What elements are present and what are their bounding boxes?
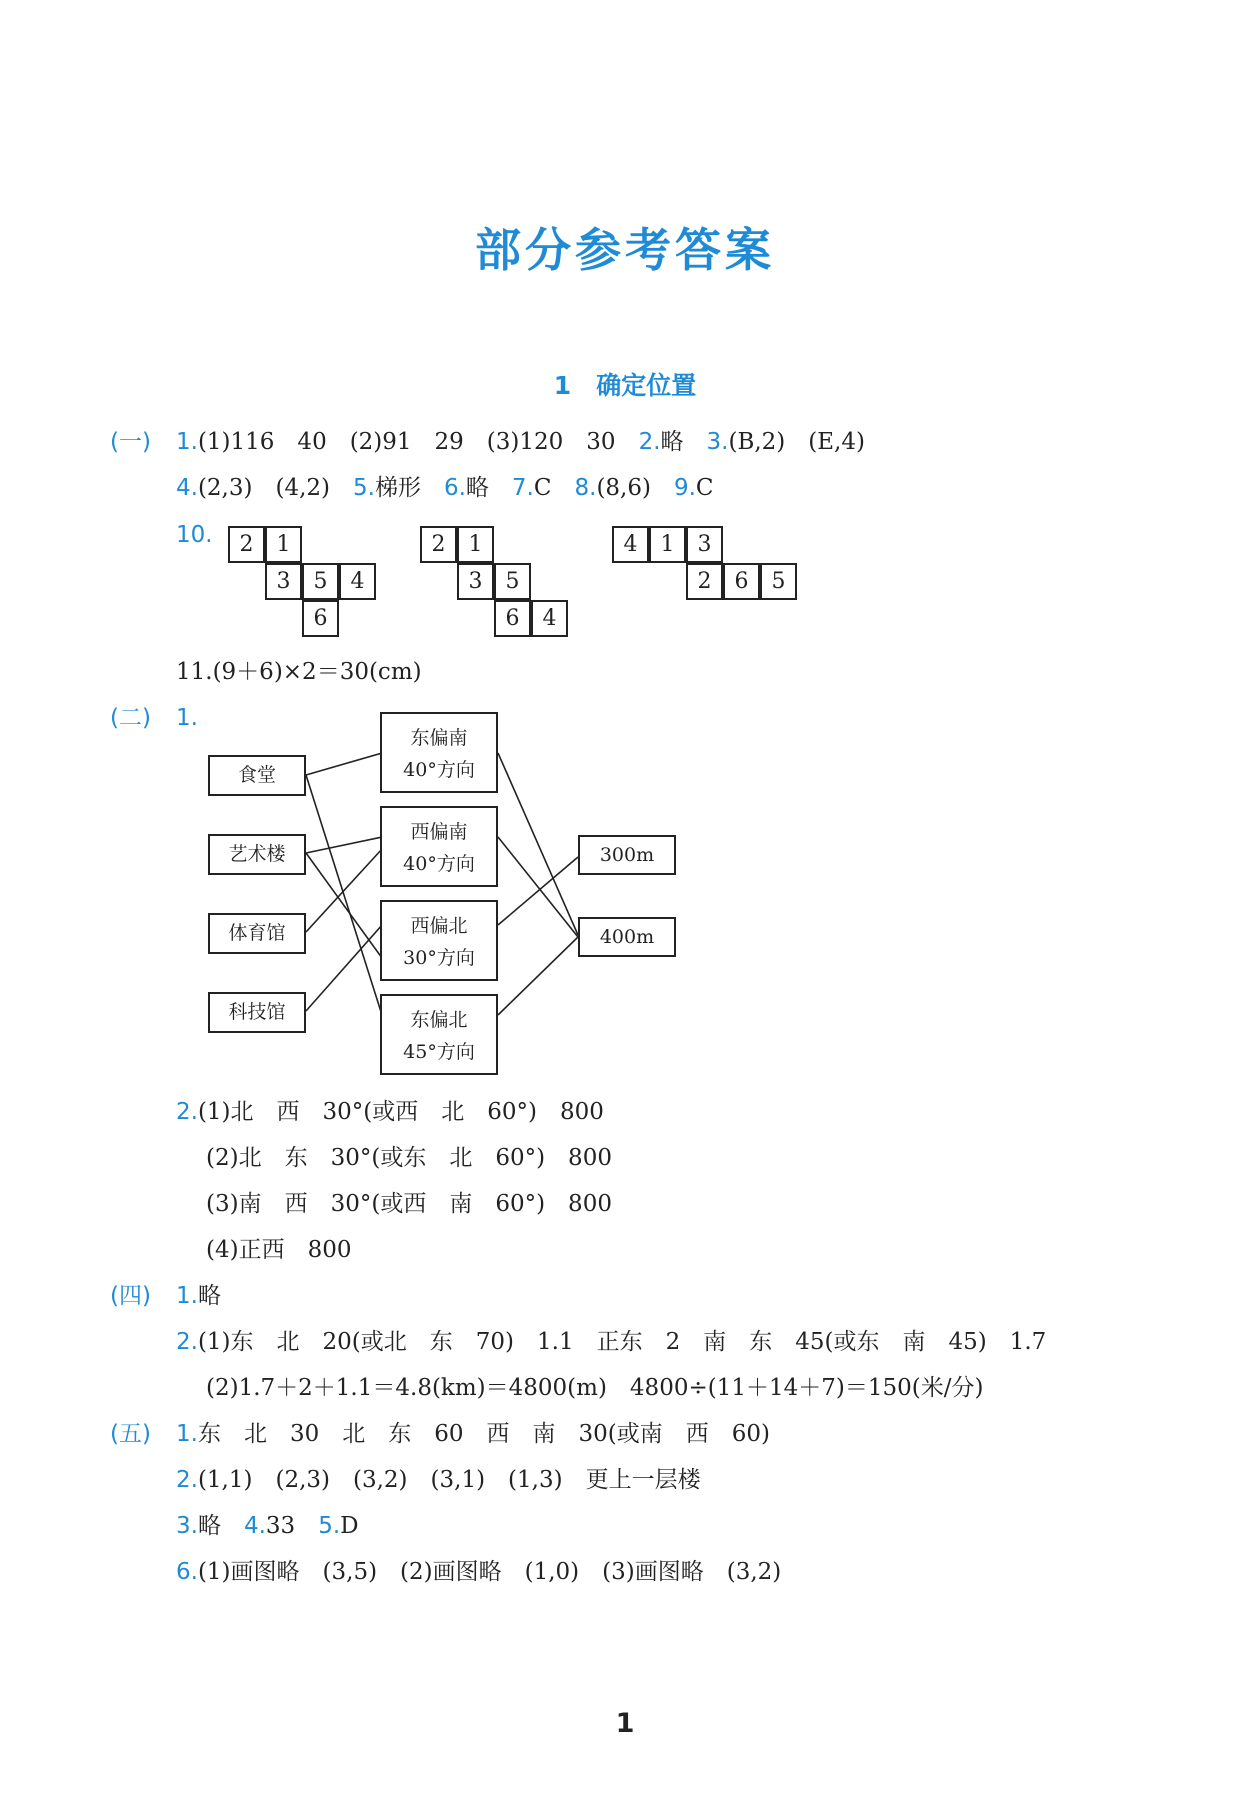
q-number: 2.	[176, 1329, 198, 1355]
q-number: 1.	[176, 1421, 198, 1447]
net-cell: 2	[686, 563, 723, 600]
q-number: 5.	[318, 1513, 341, 1539]
answer-text: (8,6)	[596, 475, 651, 501]
q-number: 1.	[176, 429, 198, 455]
q-number: 6.	[176, 1559, 198, 1585]
answer-text: C	[533, 475, 552, 501]
answer-line	[176, 1281, 221, 1311]
net-cell: 6	[494, 600, 531, 637]
net-cell: 4	[531, 600, 568, 637]
answer-line	[176, 1511, 359, 1541]
direction-angle: 30°方向	[403, 947, 475, 969]
net-cell: 5	[302, 563, 339, 600]
place-box: 艺术楼	[208, 834, 306, 875]
answer-line	[176, 1419, 770, 1449]
q-number: 2.	[176, 1467, 198, 1493]
q-number: 3.	[176, 1513, 198, 1539]
section-label-5: (五)	[110, 1421, 151, 1447]
direction-angle: 40°方向	[403, 759, 475, 781]
net-cell: 6	[723, 563, 760, 600]
section-label-4: (四)	[110, 1283, 151, 1309]
q-number: 2.	[638, 429, 661, 455]
page-title: 部分参考答案	[475, 223, 775, 277]
page-number: 1	[615, 1708, 635, 1739]
place-box: 食堂	[208, 755, 306, 796]
answer-line: (3)南 西 30°(或西 南 60°) 800	[206, 1191, 612, 1217]
q-number: 6.	[443, 475, 466, 501]
answer-text: (1)116 40 (2)91 29 (3)120 30	[197, 429, 616, 455]
net-cell: 5	[760, 563, 797, 600]
answer-text: 略	[660, 429, 684, 455]
place-box: 体育馆	[208, 913, 306, 954]
q-number: 4.	[176, 475, 198, 501]
q-number: 3.	[706, 429, 729, 455]
answer-text: 略	[197, 1513, 221, 1539]
answer-text: 33	[265, 1513, 296, 1539]
answer-line	[176, 1327, 1046, 1357]
answer-text: (2,3) (4,2)	[197, 475, 331, 501]
answer-line	[176, 1557, 781, 1587]
answer-text: D	[340, 1513, 359, 1539]
net-cell: 5	[494, 563, 531, 600]
answer-line: (2)1.7＋2＋1.1＝4.8(km)＝4800(m) 4800÷(11＋14＋7)＝150(米/分)	[206, 1375, 984, 1401]
answer-text: (1)东 北 20(或北 东 70) 1.1 正东 2 南 东 45(或东 南 45) 1.7	[197, 1329, 1047, 1355]
net-cell: 1	[265, 526, 302, 563]
answer-line	[176, 1465, 701, 1495]
answer-text: 略	[197, 1283, 221, 1309]
net-cell: 4	[612, 526, 649, 563]
net-cell: 3	[457, 563, 494, 600]
answer-text: (1)北 西 30°(或西 北 60°) 800	[197, 1099, 604, 1125]
answer-line: (2)北 东 30°(或东 北 60°) 800	[206, 1145, 612, 1171]
q-number: 7.	[511, 475, 534, 501]
net-cell: 4	[339, 563, 376, 600]
q-number: 10.	[176, 522, 213, 548]
q-number: 8.	[574, 475, 597, 501]
answer-line	[176, 1097, 604, 1127]
net-cell: 1	[649, 526, 686, 563]
answer-line: 11.(9＋6)×2＝30(cm)	[176, 659, 422, 685]
direction-text: 东偏南	[410, 727, 468, 749]
q-number: 1.	[176, 705, 198, 731]
section-label-2: (二)	[110, 705, 151, 731]
section-title: 1 确定位置	[553, 371, 697, 400]
net-cell: 3	[686, 526, 723, 563]
q-number: 9.	[673, 475, 696, 501]
distance-box: 400m	[578, 917, 676, 957]
answer-text: 东 北 30 北 东 60 西 南 30(或南 西 60)	[197, 1421, 770, 1447]
answer-text: (B,2) (E,4)	[728, 429, 865, 455]
direction-text: 东偏北	[410, 1009, 468, 1031]
answer-text: (1,1) (2,3) (3,2) (3,1) (1,3) 更上一层楼	[197, 1467, 701, 1493]
answer-text: C	[695, 475, 714, 501]
net-cell: 2	[228, 526, 265, 563]
section-label-1: (一)	[110, 429, 151, 455]
direction-text: 西偏北	[410, 915, 468, 937]
direction-angle: 45°方向	[403, 1041, 475, 1063]
direction-box	[380, 900, 498, 981]
answer-text: (1)画图略 (3,5) (2)画图略 (1,0) (3)画图略 (3,2)	[197, 1559, 782, 1585]
place-box: 科技馆	[208, 992, 306, 1033]
q-number: 2.	[176, 1099, 198, 1125]
q-number: 5.	[353, 475, 375, 501]
q-number: 1.	[176, 1283, 198, 1309]
net-cell: 6	[302, 600, 339, 637]
direction-box	[380, 712, 498, 793]
direction-text: 西偏南	[410, 821, 468, 843]
direction-box	[380, 806, 498, 887]
net-cell: 3	[265, 563, 302, 600]
direction-box	[380, 994, 498, 1075]
net-cell: 1	[457, 526, 494, 563]
q-number: 4.	[243, 1513, 266, 1539]
answer-line: (4)正西 800	[206, 1237, 352, 1263]
direction-angle: 40°方向	[403, 853, 475, 875]
answer-text: 梯形	[374, 475, 421, 501]
answer-text: 略	[465, 475, 489, 501]
net-cell: 2	[420, 526, 457, 563]
distance-box: 300m	[578, 835, 676, 875]
